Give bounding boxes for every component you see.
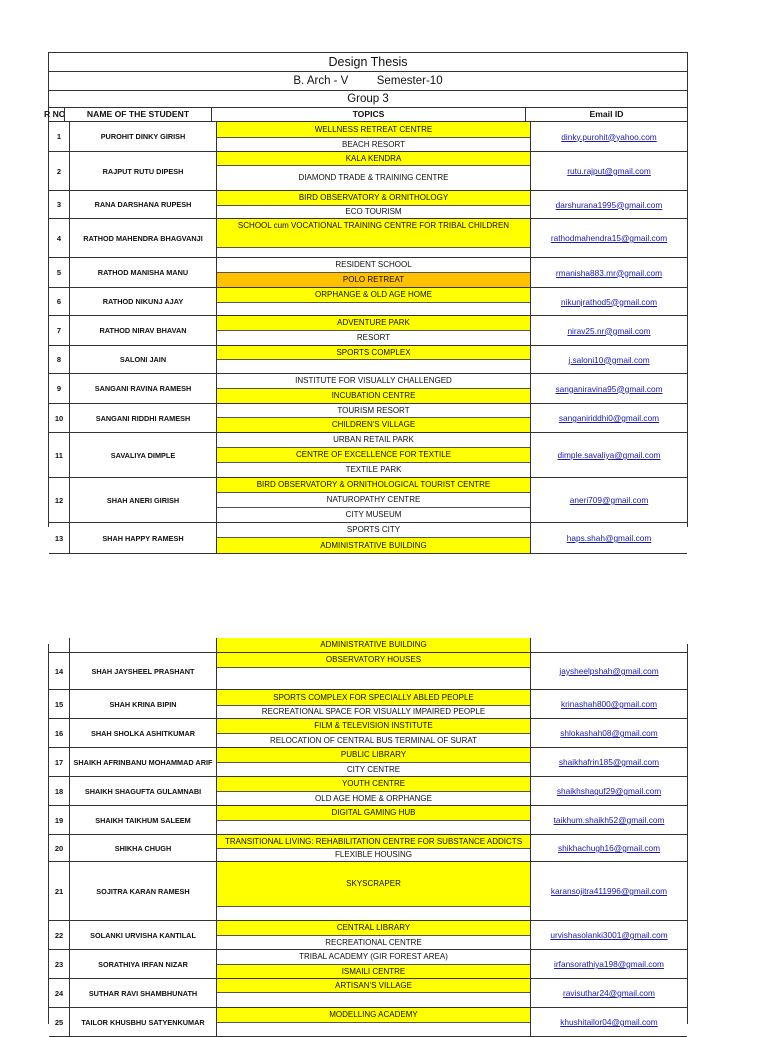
thesis-topic: SPORTS CITY — [217, 523, 530, 538]
email-cell — [530, 835, 687, 861]
table-row — [49, 777, 687, 806]
student-rows-top — [49, 122, 687, 554]
email-link[interactable]: shlokashah08@gmail.com — [560, 728, 658, 738]
email-cell — [530, 433, 687, 477]
email-cell — [530, 950, 687, 978]
table-row — [49, 950, 687, 979]
topics-cell — [216, 219, 530, 257]
row-number: 4 — [56, 233, 62, 243]
topics-cell — [216, 835, 530, 861]
sheet-subtitle — [49, 72, 687, 91]
email-link[interactable]: karansojitra411996@gmail.com — [550, 886, 668, 896]
row-number: 7 — [56, 326, 62, 335]
email-cell — [530, 979, 687, 1007]
thesis-topic: RESIDENT SCHOOL — [217, 258, 530, 273]
table-row — [49, 921, 687, 950]
table-row — [49, 374, 687, 404]
row-number: 19 — [54, 815, 64, 825]
email-cell — [530, 1008, 687, 1036]
thesis-topic: RECREATIONAL SPACE FOR VISUALLY IMPAIRED PEOPLE — [261, 707, 486, 717]
student-name: SOJITRA KARAN RAMESH — [69, 862, 216, 920]
row-number: 15 — [54, 699, 64, 709]
topics-cell — [216, 921, 530, 949]
topics-cell — [216, 806, 530, 834]
email-link[interactable]: rathodmahendra15@gmail.com — [550, 233, 668, 243]
student-name: RANA DARSHANA RUPESH — [69, 191, 216, 218]
student-name: SAVALIYA DIMPLE — [69, 433, 216, 477]
thesis-topic: TOURISM RESORT — [217, 404, 530, 418]
row-number: 13 — [54, 533, 64, 543]
thesis-topic: SPORTS COMPLEX FOR SPECIALLY ABLED PEOPLE — [217, 690, 530, 706]
thesis-topic: ADVENTURE PARK — [217, 316, 530, 331]
table-row — [49, 219, 687, 258]
row-number: 21 — [54, 886, 64, 896]
email-link[interactable]: sanganiravina95@gmail.com — [555, 383, 663, 394]
email-cell — [530, 288, 687, 315]
thesis-topic: YOUTH CENTRE — [217, 777, 530, 792]
thesis-topic: ECO TOURISM — [345, 207, 402, 217]
thesis-topic: DIAMOND TRADE & TRAINING CENTRE — [298, 173, 449, 183]
student-name: SHAIKH SHAGUFTA GULAMNABI — [69, 777, 216, 805]
student-name: SOLANKI URVISHA KANTILAL — [69, 921, 216, 949]
topics-cell — [216, 862, 530, 920]
student-name — [69, 638, 216, 652]
column-header-topics: TOPICS — [211, 108, 525, 121]
email-link[interactable]: taikhum.shaikh52@gmail.com — [553, 815, 665, 825]
table-row — [49, 288, 687, 316]
thesis-topic: NATUROPATHY CENTRE — [217, 493, 530, 508]
topics-cell — [216, 316, 530, 345]
thesis-topic: CENTRE OF EXCELLENCE FOR TEXTILE — [217, 448, 530, 463]
table-row — [49, 122, 687, 152]
row-number: 6 — [56, 297, 62, 306]
row-number: 2 — [56, 166, 62, 176]
topics-cell — [216, 690, 530, 718]
email-link[interactable]: dimple.savaliya@gmail.com — [557, 450, 661, 460]
email-link[interactable]: rutu.rajput@gmail.com — [567, 166, 651, 176]
topics-cell — [216, 346, 530, 373]
table-row — [49, 152, 687, 191]
topics-cell — [216, 258, 530, 287]
table-row — [49, 523, 687, 554]
topics-cell — [216, 1008, 530, 1036]
email-cell — [530, 862, 687, 920]
email-cell — [530, 316, 687, 345]
email-link[interactable]: ravisuthar24@gmail.com — [563, 988, 655, 998]
table-row — [49, 748, 687, 777]
email-cell — [530, 152, 687, 190]
table-row-continued — [49, 638, 687, 653]
table-row — [49, 478, 687, 523]
thesis-topic: CENTRAL LIBRARY — [217, 921, 530, 936]
email-cell — [530, 806, 687, 834]
table-row — [49, 806, 687, 835]
thesis-topic: TRANSITIONAL LIVING: REHABILITATION CENTRE FOR SUBSTANCE ADDICTS — [217, 835, 530, 849]
column-header-no: R NO — [44, 109, 66, 119]
row-number: 23 — [54, 959, 64, 969]
topics-cell — [216, 653, 530, 689]
email-cell — [530, 374, 687, 403]
thesis-topic: TEXTILE PARK — [345, 465, 402, 475]
thesis-topic: CITY MUSEUM — [345, 510, 402, 520]
thesis-topic: POLO RETREAT — [217, 273, 530, 287]
topics-cell — [216, 719, 530, 747]
student-name: SHAH HAPPY RAMESH — [69, 523, 216, 553]
email-link[interactable]: khushitailor04@gmail.com — [560, 1017, 658, 1027]
email-link[interactable]: nikunjrathod5@gmail.com — [560, 296, 658, 307]
email-link[interactable]: nirav25.nr@gmail.com — [567, 325, 651, 336]
email-link[interactable]: rmanisha883.mr@gmail.com — [555, 267, 663, 278]
table-row — [49, 191, 687, 219]
email-cell — [530, 690, 687, 718]
table-row — [49, 433, 687, 478]
email-cell — [530, 219, 687, 257]
row-number: 24 — [54, 988, 64, 998]
table-row — [49, 690, 687, 719]
empty-topic-slot — [217, 907, 530, 920]
student-name: SALONI JAIN — [69, 346, 216, 373]
email-cell — [530, 258, 687, 287]
table-row — [49, 404, 687, 433]
thesis-topic: SCHOOL cum VOCATIONAL TRAINING CENTRE FOR TRIBAL CHILDREN — [217, 219, 530, 248]
table-row — [49, 835, 687, 862]
thesis-topic: MODELLING ACADEMY — [217, 1008, 530, 1023]
thesis-topic: ARTISAN'S VILLAGE — [217, 979, 530, 993]
email-cell — [530, 404, 687, 432]
thesis-topic: WELLNESS RETREAT CENTRE — [217, 122, 530, 138]
table-row — [49, 316, 687, 346]
thesis-topic: RELOCATION OF CENTRAL BUS TERMINAL OF SURAT — [270, 735, 477, 745]
email-cell — [530, 921, 687, 949]
topics-cell — [216, 638, 530, 652]
topics-cell — [216, 523, 530, 553]
email-cell — [530, 777, 687, 805]
topics-cell — [216, 478, 530, 522]
email-link[interactable]: dinky.purohit@yahoo.com — [561, 131, 657, 142]
student-name: SHAH JAYSHEEL PRASHANT — [69, 653, 216, 689]
row-number: 20 — [54, 843, 64, 853]
email-cell — [530, 719, 687, 747]
row-number: 12 — [54, 495, 64, 505]
thesis-topic: CHILDREN'S VILLAGE — [217, 418, 530, 432]
thesis-topic: INCUBATION CENTRE — [217, 389, 530, 403]
thesis-topic: DIGITAL GAMING HUB — [217, 806, 530, 821]
column-header-row — [44, 108, 687, 122]
student-name: SHAH ANERI GIRISH — [69, 478, 216, 522]
column-header-name: NAME OF THE STUDENT — [64, 108, 211, 121]
thesis-topic: TRIBAL ACADEMY (GIR FOREST AREA) — [217, 950, 530, 965]
table-row — [49, 653, 687, 690]
thesis-topic: ADMINISTRATIVE BUILDING — [217, 538, 530, 553]
row-number: 11 — [55, 450, 63, 460]
thesis-topic: FILM & TELEVISION INSTITUTE — [217, 719, 530, 734]
thesis-topic: RECREATIONAL CENTRE — [325, 937, 422, 947]
thesis-topic: BEACH RESORT — [342, 139, 405, 149]
student-name: SUTHAR RAVI SHAMBHUNATH — [69, 979, 216, 1007]
student-name: SHAH KRINA BIPIN — [69, 690, 216, 718]
student-name: RATHOD NIRAV BHAVAN — [69, 316, 216, 345]
thesis-topic: BIRD OBSERVATORY & ORNITHOLOGY — [217, 191, 530, 206]
student-name: PUROHIT DINKY GIRISH — [69, 122, 216, 151]
thesis-topic: KALA KENDRA — [217, 152, 530, 166]
topics-cell — [216, 433, 530, 477]
empty-topic-slot — [217, 993, 530, 1007]
thesis-topic: CITY CENTRE — [346, 764, 401, 774]
student-name: RAJPUT RUTU DIPESH — [69, 152, 216, 190]
spreadsheet-page-top — [44, 52, 688, 550]
table-row — [49, 979, 687, 1008]
empty-topic-slot — [217, 360, 530, 373]
group-label: Group 3 — [49, 91, 687, 108]
email-link[interactable]: j.saloni10@gmail.com — [568, 354, 650, 365]
student-name: SHAH SHOLKA ASHITKUMAR — [69, 719, 216, 747]
sheet-title: Design Thesis — [49, 53, 687, 72]
row-number: 16 — [54, 728, 64, 738]
student-rows-bottom — [49, 638, 687, 1037]
thesis-topic: ADMINISTRATIVE BUILDING — [217, 638, 530, 652]
table-row — [49, 719, 687, 748]
row-number — [49, 638, 69, 652]
email-link[interactable]: darshurana1995@gmail.com — [555, 199, 663, 210]
row-number: 10 — [54, 413, 64, 423]
topics-cell — [216, 374, 530, 403]
thesis-topic: BIRD OBSERVATORY & ORNITHOLOGICAL TOURIST CENTRE — [217, 478, 530, 493]
topics-cell — [216, 191, 530, 218]
topics-cell — [216, 122, 530, 151]
empty-topic-slot — [217, 1023, 530, 1036]
empty-topic-slot — [217, 668, 530, 682]
email-link[interactable]: jaysheelpshah@gmail.com — [559, 666, 659, 676]
thesis-topic: OLD AGE HOME & ORPHANGE — [315, 793, 432, 803]
row-number: 9 — [56, 384, 62, 393]
thesis-topic: RESORT — [356, 333, 391, 343]
email-link[interactable]: shikhachugh16@gmail.com — [557, 843, 661, 853]
empty-topic-slot — [217, 821, 530, 834]
email-cell — [530, 748, 687, 776]
topics-cell — [216, 979, 530, 1007]
student-name: RATHOD NIKUNJ AJAY — [69, 288, 216, 315]
student-name: TAILOR KHUSBHU SATYENKUMAR — [69, 1008, 216, 1036]
email-cell — [530, 523, 687, 553]
row-number: 25 — [54, 1017, 64, 1027]
email-link[interactable]: urvishasolanki3001@gmail.com — [550, 930, 668, 940]
row-number: 3 — [56, 200, 62, 209]
empty-topic-slot — [217, 303, 530, 315]
student-name: RATHOD MANISHA MANU — [69, 258, 216, 287]
row-number: 8 — [56, 355, 62, 364]
student-name: SHIKHA CHUGH — [69, 835, 216, 861]
row-number: 18 — [54, 786, 64, 796]
student-name: SHAIKH AFRINBANU MOHAMMAD ARIF — [69, 748, 216, 776]
email-link[interactable]: sanganiriddhi0@gmail.com — [558, 413, 660, 423]
table-row — [49, 346, 687, 374]
email-link[interactable]: shaikhafrin185@gmail.com — [558, 757, 660, 767]
column-header-email: Email ID — [525, 108, 687, 121]
semester-label: Semester-10 — [376, 75, 443, 87]
table-row — [49, 258, 687, 288]
thesis-topic: ISMAILI CENTRE — [217, 965, 530, 978]
thesis-topic: ORPHANGE & OLD AGE HOME — [217, 288, 530, 303]
student-name: SHAIKH TAIKHUM SALEEM — [69, 806, 216, 834]
topics-cell — [216, 777, 530, 805]
email-cell — [530, 478, 687, 522]
topics-cell — [216, 748, 530, 776]
thesis-topic: SKYSCRAPER — [217, 862, 530, 907]
email-cell — [530, 653, 687, 689]
email-link[interactable]: irfansorathiya198@gmail.com — [554, 959, 664, 969]
email-link[interactable]: aneri709@gmail.com — [569, 495, 649, 505]
row-number: 5 — [56, 268, 62, 277]
student-name: SANGANI RAVINA RAMESH — [69, 374, 216, 403]
thesis-topic: FLEXIBLE HOUSING — [335, 850, 412, 860]
student-name: RATHOD MAHENDRA BHAGVANJI — [69, 219, 216, 257]
thesis-topic: SPORTS COMPLEX — [217, 346, 530, 360]
row-number: 1 — [56, 132, 62, 141]
row-number: 22 — [54, 930, 64, 940]
thesis-topic: OBSERVATORY HOUSES — [217, 653, 530, 668]
thesis-topic: URBAN RETAIL PARK — [217, 433, 530, 448]
email-cell — [530, 191, 687, 218]
topics-cell — [216, 404, 530, 432]
table-row — [49, 1008, 687, 1037]
email-cell — [530, 122, 687, 151]
email-link[interactable]: haps.shah@gmail.com — [566, 533, 652, 543]
topics-cell — [216, 950, 530, 978]
student-name: SANGANI RIDDHI RAMESH — [69, 404, 216, 432]
email-link[interactable]: krinashah800@gmail.com — [560, 699, 658, 709]
topics-cell — [216, 152, 530, 190]
email-cell — [530, 346, 687, 373]
email-cell — [530, 638, 687, 652]
student-name: SORATHIYA IRFAN NIZAR — [69, 950, 216, 978]
table-row — [49, 862, 687, 921]
course-label: B. Arch - V — [293, 75, 349, 87]
row-number: 17 — [54, 757, 64, 767]
topics-cell — [216, 288, 530, 315]
email-link[interactable]: shaikhshaguf29@gmail.com — [556, 786, 662, 796]
spreadsheet-page-bottom — [48, 640, 688, 1027]
row-number: 14 — [54, 666, 64, 676]
thesis-topic: INSTITUTE FOR VISUALLY CHALLENGED — [217, 374, 530, 389]
thesis-topic: PUBLIC LIBRARY — [217, 748, 530, 763]
